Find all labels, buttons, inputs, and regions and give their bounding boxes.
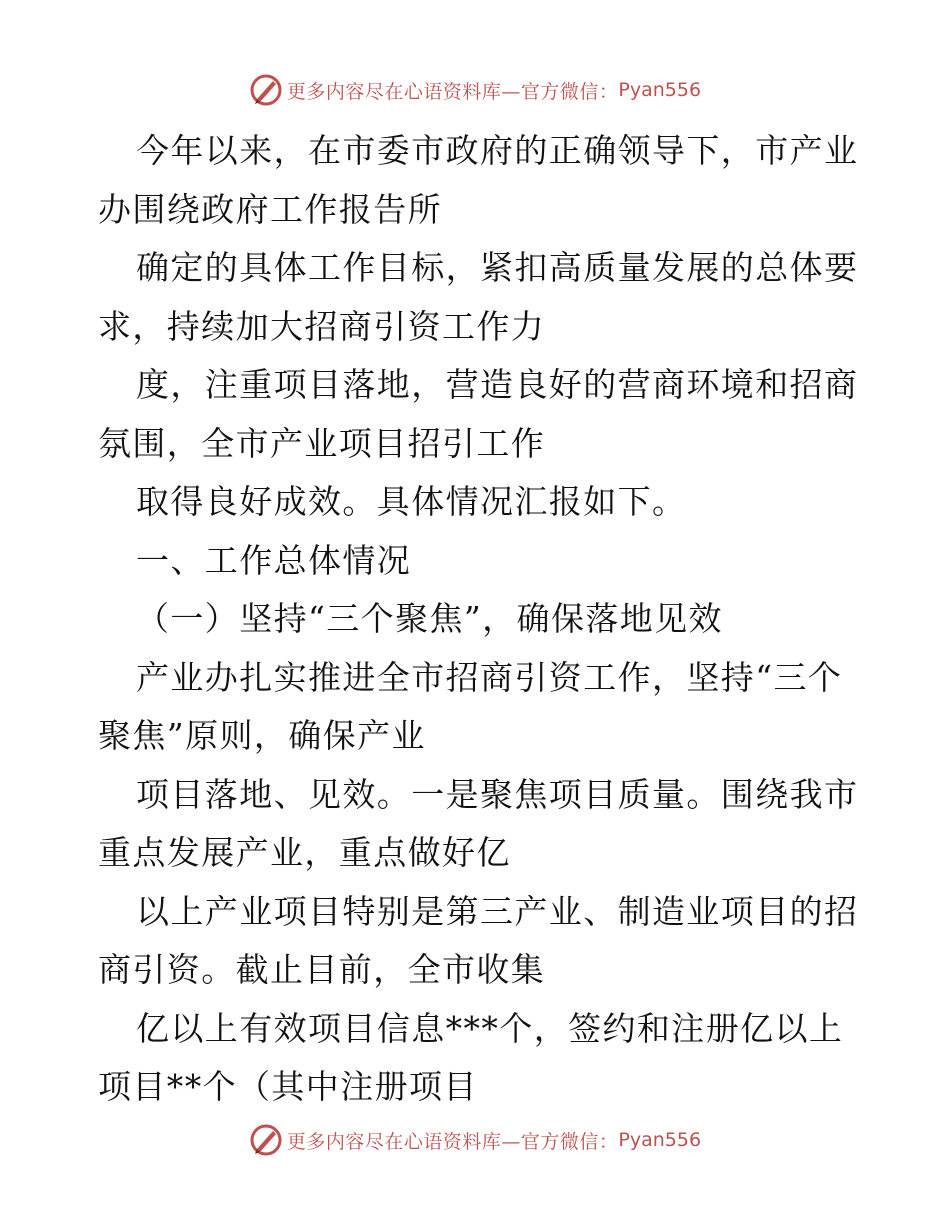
paragraph-line: 项目落地、见效。一是聚焦项目质量。围绕我市 — [136, 774, 859, 814]
header-banner — [0, 70, 950, 110]
paragraph-line: 度，注重项目落地，营造良好的营商环境和招商 — [136, 365, 859, 404]
paragraph-line: 以上产业项目特别是第三产业、制造业项目的招 — [136, 891, 859, 931]
paragraph-line: 氛围，全市产业项目招引工作 — [98, 423, 546, 463]
paragraph-line: 重点发展产业，重点做好亿 — [98, 833, 511, 872]
paragraph-line: 产业办扎实推进全市招商引资工作，坚持“三个 — [136, 657, 843, 697]
paragraph-line: 今年以来，在市委市政府的正确领导下，市产业 — [136, 131, 859, 170]
paragraph-line: 聚焦”原则，确保产业 — [98, 716, 426, 755]
footer-banner-text: 更多内容尽在心语资料库—官方微信： — [286, 1130, 619, 1153]
paragraph-line: 亿以上有效项目信息***个，签约和注册亿以上 — [136, 1008, 844, 1048]
footer-banner — [0, 1120, 950, 1160]
document-body — [98, 122, 858, 1117]
pen-logo-icon — [249, 73, 283, 107]
paragraph-line: 确定的具体工作目标，紧扣高质量发展的总体要 — [136, 248, 859, 287]
pen-logo-icon — [249, 1123, 283, 1157]
section-heading: 一、工作总体情况 — [136, 540, 412, 580]
paragraph-line: 取得良好成效。具体情况汇报如下。 — [136, 482, 687, 521]
paragraph-line: 商引资。截止目前，全市收集 — [98, 950, 546, 989]
paragraph-line: 项目**个（其中注册项目 — [98, 1067, 478, 1106]
subsection-heading: （一）坚持“三个聚焦”，确保落地见效 — [136, 599, 723, 638]
header-banner-text: 更多内容尽在心语资料库—官方微信： — [286, 80, 619, 103]
paragraph-line: 求，持续加大招商引资工作力 — [98, 306, 546, 346]
header-banner-contact: Pyan556 — [618, 79, 702, 101]
paragraph-line: 办围绕政府工作报告所 — [98, 189, 442, 229]
footer-banner-contact: Pyan556 — [618, 1129, 702, 1151]
